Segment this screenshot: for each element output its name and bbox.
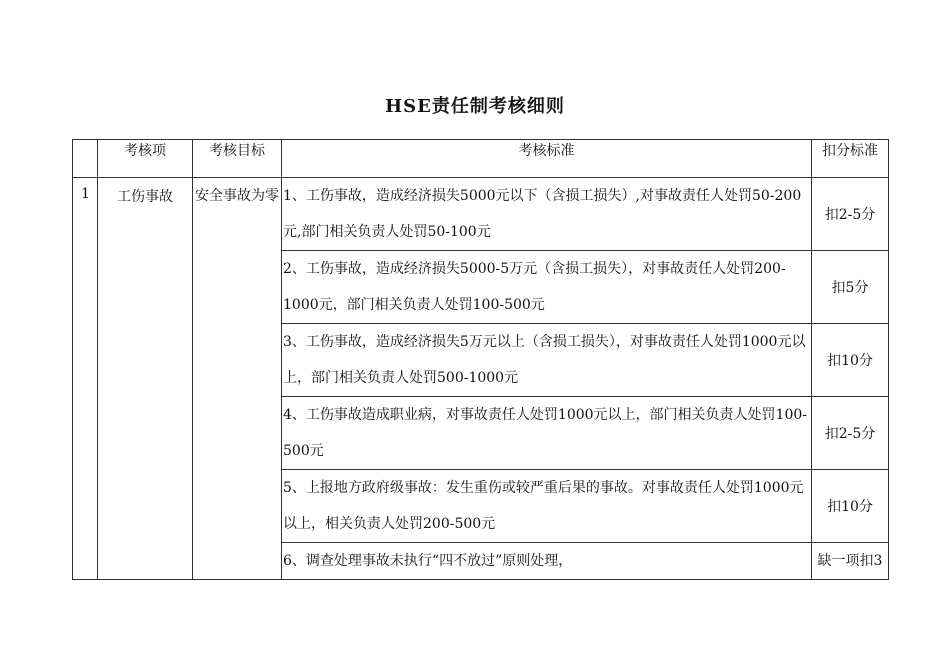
- assessment-target: 安全事故为零: [193, 178, 282, 580]
- table-row: [73, 178, 889, 251]
- header-cell-item: 考核项: [98, 140, 193, 178]
- criterion-cell: 2、工伤事故，造成经济损失5000-5万元（含损工损失），对事故责任人处罚200-1000元，部门相关负责人处罚100-500元: [282, 251, 812, 324]
- assessment-item: 工伤事故: [98, 178, 193, 580]
- header-cell-deduction: 扣分标准: [812, 140, 889, 178]
- deduction-cell: 扣5分: [812, 251, 889, 324]
- assessment-table: [72, 139, 889, 580]
- criterion-cell: 1、工伤事故，造成经济损失5000元以下（含损工损失）,对事故责任人处罚50-200元,部门相关负责人处罚50-100元: [282, 178, 812, 251]
- document-title: HSE责任制考核细则: [385, 96, 565, 117]
- header-cell-criteria: 考核标准: [282, 140, 812, 178]
- deduction-cell: 扣2-5分: [812, 178, 889, 251]
- header-row: [73, 140, 889, 178]
- criterion-cell: 6、调查处理事故未执行“四不放过”原则处理，: [282, 543, 812, 580]
- header-cell-number: [73, 140, 98, 178]
- deduction-cell: 扣10分: [812, 324, 889, 397]
- header-cell-target: 考核目标: [193, 140, 282, 178]
- deduction-cell: 缺一项扣3: [812, 543, 889, 580]
- row-number: 1: [73, 178, 98, 580]
- deduction-cell: 扣2-5分: [812, 397, 889, 470]
- criterion-cell: 4、工伤事故造成职业病，对事故责任人处罚1000元以上，部门相关负责人处罚100-500元: [282, 397, 812, 470]
- criterion-cell: 5、上报地方政府级事故：发生重伤或较严重后果的事故。对事故责任人处罚1000元以上，相关负责人处罚200-500元: [282, 470, 812, 543]
- deduction-cell: 扣10分: [812, 470, 889, 543]
- criterion-cell: 3、工伤事故，造成经济损失5万元以上（含损工损失），对事故责任人处罚1000元以上，部门相关负责人处罚500-1000元: [282, 324, 812, 397]
